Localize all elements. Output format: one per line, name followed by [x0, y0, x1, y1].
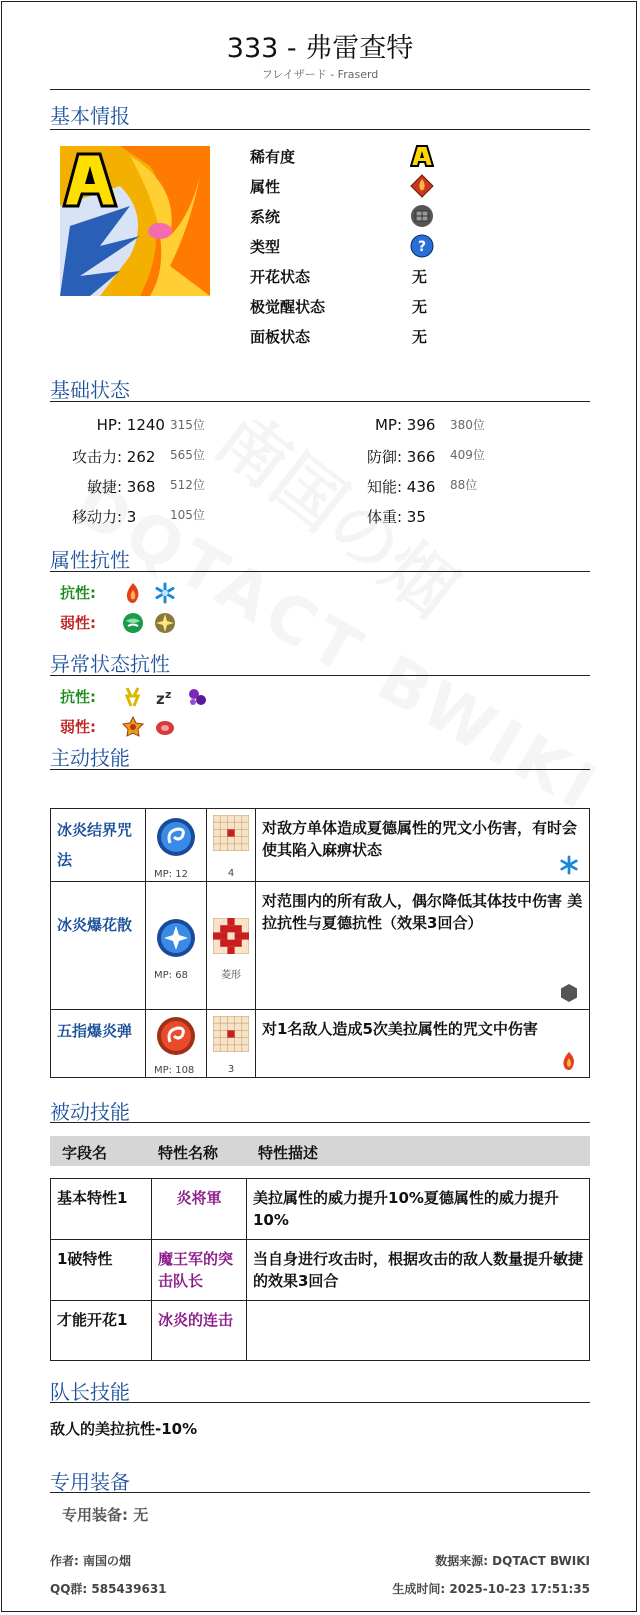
stat-agi-rank: 512位 [170, 478, 205, 492]
element-weak-label: 弱性: [60, 614, 96, 632]
wind-icon [122, 612, 142, 632]
skill-description [256, 809, 590, 882]
passive-field: 基本特性1 [51, 1179, 152, 1240]
passive-desc: 当自身进行攻击时，根据攻击的敌人数量提升敏捷的效果3回合 [247, 1240, 590, 1301]
meat-icon [154, 716, 174, 736]
stat-def-value: 366 [406, 448, 436, 466]
skill-description-text: 对敌方单体造成夏德属性的咒文小伤害，有时会使其陷入麻痹状态 [262, 819, 578, 859]
skill-orb-icon [156, 918, 196, 958]
passive-field: 才能开花1 [51, 1301, 152, 1361]
stat-hp-value: 1240 [126, 416, 165, 434]
skill-mp-cost: MP: 108 [154, 1065, 195, 1076]
skill-range-cell [207, 1010, 256, 1078]
skill-range-cell [207, 882, 256, 1010]
stat-atk [50, 446, 155, 467]
stat-mov-value: 3 [126, 508, 137, 526]
stat-mov-label: 移动力: [71, 508, 122, 526]
ice-icon [559, 855, 579, 875]
passive-desc [247, 1301, 590, 1361]
stat-int [300, 476, 435, 497]
skill-orb-icon [156, 817, 196, 857]
stat-mp-label: MP: [374, 416, 402, 434]
svg-text:?: ? [417, 239, 427, 255]
range-grid-icon [213, 918, 249, 954]
fire-icon [122, 582, 142, 602]
info-label-type: 类型 [250, 238, 281, 256]
passive-header-field: 字段名 [62, 1144, 108, 1162]
table-row [51, 1010, 590, 1078]
stat-hp-rank: 315位 [170, 418, 205, 432]
section-active-title: 主动技能 [50, 746, 130, 770]
stat-int-label: 知能: [366, 478, 402, 496]
info-value-awaken: 无 [412, 298, 428, 316]
fire-icon [559, 1051, 579, 1071]
stat-wt [300, 506, 426, 527]
info-label-awaken: 极觉醒状态 [250, 298, 326, 316]
skill-mp-cost: MP: 68 [154, 970, 188, 981]
stat-wt-value: 35 [406, 508, 426, 526]
stat-mp-value: 396 [406, 416, 436, 434]
footer-time: 生成时间: 2025-10-23 17:51:35 [392, 1582, 590, 1596]
equip-text: 专用装备: 无 [62, 1506, 149, 1524]
passive-desc: 美拉属性的威力提升10%夏德属性的威力提升10% [247, 1179, 590, 1240]
section-equip-divider [50, 1492, 590, 1493]
passive-field: 1破特性 [51, 1240, 152, 1301]
footer-source: 数据来源: DQTACT BWIKI [435, 1554, 590, 1568]
info-value-panel: 无 [412, 328, 428, 346]
leader-skill-text: 敌人的美拉抗性-10% [50, 1420, 198, 1438]
ailment-resist-label: 抗性: [60, 688, 96, 706]
passive-table-header [50, 1136, 590, 1166]
section-basic-divider [50, 129, 590, 130]
section-element-res-divider [50, 571, 590, 572]
skill-description-text: 对1名敌人造成5次美拉属性的咒文中伤害 [262, 1020, 538, 1038]
skill-name: 冰炎结界咒法 [51, 809, 146, 882]
stat-mov [50, 506, 136, 527]
info-label-rarity: 稀有度 [250, 148, 296, 166]
footer-qq: QQ群: 585439631 [50, 1582, 167, 1596]
stat-mov-rank: 105位 [170, 508, 205, 522]
title-divider [50, 89, 590, 90]
section-ailment-res-title: 异常状态抗性 [50, 652, 170, 676]
footer-author: 作者: 南国の烟 [50, 1554, 131, 1568]
section-basic-title: 基本情报 [50, 104, 130, 128]
sleep-icon [154, 686, 174, 706]
table-row [51, 1240, 590, 1301]
skill-description [256, 882, 590, 1010]
burn-icon [122, 716, 142, 736]
skill-name: 五指爆炎弹 [51, 1010, 146, 1078]
table-row [51, 1179, 590, 1240]
stat-hp [50, 416, 165, 434]
ailment-weak-label: 弱性: [60, 718, 96, 736]
skill-orb-icon [156, 1016, 196, 1056]
stat-atk-label: 攻击力: [71, 448, 122, 466]
skill-mp-cost: MP: 12 [154, 869, 188, 880]
info-label-element: 属性 [250, 178, 281, 196]
svg-text:z: z [156, 690, 165, 708]
section-element-res-title: 属性抗性 [50, 548, 130, 572]
table-row [51, 882, 590, 1010]
stat-def [300, 446, 435, 467]
fire-element-icon [410, 174, 430, 194]
passive-table [50, 1178, 590, 1361]
stat-mp-rank: 380位 [450, 418, 485, 432]
section-leader-title: 队长技能 [50, 1380, 130, 1404]
stat-def-label: 防御: [366, 448, 402, 466]
passive-name: 冰炎的连击 [152, 1301, 247, 1361]
stat-atk-rank: 565位 [170, 448, 205, 462]
section-leader-divider [50, 1402, 590, 1403]
stat-def-rank: 409位 [450, 448, 485, 462]
section-passive-divider [50, 1122, 590, 1123]
stat-mp [300, 416, 435, 434]
skill-icon-cell [146, 1010, 207, 1078]
info-label-panel: 面板状态 [250, 328, 311, 346]
stat-int-value: 436 [406, 478, 436, 496]
info-label-bloom: 开花状态 [250, 268, 311, 286]
mystery-type-icon [410, 234, 430, 254]
skill-range-label: 4 [227, 868, 235, 879]
range-grid-icon [213, 815, 249, 851]
none-element-icon [559, 983, 579, 1003]
skill-name: 冰炎爆花散 [51, 882, 146, 1010]
stat-hp-label: HP: [96, 416, 122, 434]
skill-range-label: 3 [227, 1064, 235, 1075]
page-title: 333 - 弗雷查特 [226, 33, 414, 64]
stat-atk-value: 262 [126, 448, 156, 466]
light-icon [154, 612, 174, 632]
ice-icon [154, 582, 174, 602]
skill-range-cell [207, 809, 256, 882]
passive-header-desc: 特性描述 [258, 1144, 319, 1162]
element-resist-label: 抗性: [60, 584, 96, 602]
stat-agi-label: 敏捷: [86, 478, 122, 496]
section-status-divider [50, 401, 590, 402]
skill-range-label: 菱形 [221, 970, 241, 981]
section-active-divider [50, 769, 590, 770]
stat-agi-value: 368 [126, 478, 156, 496]
rank-a-icon [410, 144, 430, 164]
skill-description-text: 对范围内的所有敌人，偶尔降低其体技中伤害 美拉抗性与夏德抗性（效果3回合） [262, 892, 583, 932]
svg-text:z: z [165, 688, 172, 701]
skill-icon-cell [146, 809, 207, 882]
stat-agi [50, 476, 155, 497]
skill-description [256, 1010, 590, 1078]
section-status-title: 基础状态 [50, 378, 130, 402]
active-skill-table [50, 808, 590, 1078]
stat-int-rank: 88位 [450, 478, 478, 492]
paralysis-icon [122, 686, 142, 706]
section-equip-title: 专用装备 [50, 1470, 130, 1494]
material-system-icon [410, 204, 430, 224]
passive-header-name: 特性名称 [158, 1144, 219, 1162]
info-label-system: 系统 [250, 208, 281, 226]
table-row [51, 1301, 590, 1361]
skill-icon-cell [146, 882, 207, 1010]
range-grid-icon [213, 1016, 249, 1052]
passive-name: 炎将軍 [152, 1179, 247, 1240]
section-passive-title: 被动技能 [50, 1100, 130, 1124]
table-row [51, 809, 590, 882]
page-subtitle: フレイザード - Fraserd [261, 68, 379, 81]
info-value-bloom: 无 [412, 268, 428, 286]
monster-portrait [60, 146, 210, 296]
stat-wt-label: 体重: [366, 508, 402, 526]
section-ailment-res-divider [50, 675, 590, 676]
poison-icon [186, 686, 206, 706]
passive-name: 魔王军的突击队长 [152, 1240, 247, 1301]
